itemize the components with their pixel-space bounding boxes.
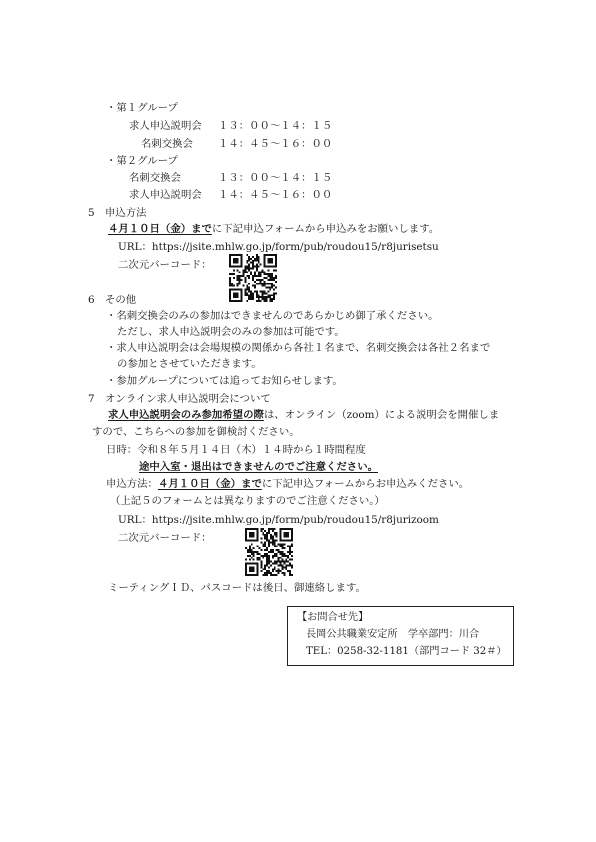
section5-deadline-rest: に下記申込フォームから申込みをお願いします。 (211, 223, 440, 235)
group1-row2-time: １４：４５〜１６：００ (218, 138, 333, 150)
section7-meeting-note: ミーティングＩＤ、パスコードは後日、御連絡します。 (108, 582, 366, 594)
section5-heading: 5 申込方法 (88, 207, 147, 219)
contact-office: 長岡公共職業安定所 学卒部門：川合 (306, 629, 480, 640)
group2-row1-time: １３：００〜１４：１５ (218, 172, 333, 184)
section6-line2: ただし、求人申込説明会のみの参加は可能です。 (117, 326, 345, 338)
section7-lead (108, 408, 499, 422)
group1-row2-name: 名刺交換会 (141, 138, 193, 150)
section7-notice: 途中入室・退出はできませんのでご注意ください。 (139, 461, 378, 473)
group1-label: ・第１グループ (106, 102, 178, 114)
section7-apply-line (106, 477, 469, 491)
section7-url[interactable]: URL：https://jsite.mhlw.go.jp/form/pub/roudou15/r8jurizoom (118, 514, 439, 526)
group2-row1-name: 名刺交換会 (129, 172, 181, 184)
contact-title: 【お問合せ先】 (297, 612, 369, 623)
section7-lead-line2: すので、こちらへの参加を御検討ください。 (92, 426, 300, 438)
section6-heading: 6 その他 (88, 294, 137, 306)
section5-url[interactable]: URL：https://jsite.mhlw.go.jp/form/pub/roudou15/r8jurisetsu (118, 241, 439, 253)
section6-line3: ・求人申込説明会は会場規模の関係から各社１名まで、名刺交換会は各社２名まで (106, 342, 491, 354)
section6-line4: の参加とさせていただきます。 (117, 358, 262, 370)
section6-line5: ・参加グループについては追ってお知らせします。 (106, 375, 343, 387)
section7-datetime: 日時：令和８年５月１４日（木）１４時から１時間程度 (106, 444, 366, 456)
contact-tel: TEL：0258-32-1181（部門コード 32＃） (306, 646, 507, 657)
group2-label: ・第２グループ (106, 155, 178, 167)
qr-code-icon[interactable] (245, 528, 293, 576)
section7-apply-rest: に下記申込フォームからお申込みください。 (261, 478, 470, 490)
group2-row2-time: １４：４５〜１６：００ (218, 189, 333, 201)
section7-apply-prefix: 申込方法： (106, 478, 158, 490)
group2-row2-name: 求人申込説明会 (129, 189, 202, 201)
section7-lead-bold: 求人申込説明会のみ参加希望の際 (108, 409, 264, 421)
section7-heading: 7 オンライン求人申込説明会について (88, 393, 271, 405)
section5-qr-label: 二次元バーコード： (118, 259, 212, 271)
section7-apply-note: （上記５のフォームとは異なりますのでご注意ください。） (110, 495, 385, 507)
section7-lead-rest: は、オンライン（zoom）による説明会を開催しま (263, 409, 500, 421)
section7-apply-deadline: ４月１０日（金）まで (157, 478, 262, 490)
qr-code-icon[interactable] (229, 254, 277, 302)
group1-row1-name: 求人申込説明会 (129, 120, 202, 132)
section6-line1: ・名刺交換会のみの参加はできませんのであらかじめ御了承ください。 (106, 310, 439, 322)
group1-row1-time: １３：００〜１４：１５ (218, 120, 333, 132)
contact-box (287, 606, 514, 666)
section7-qr-label: 二次元バーコード： (118, 532, 212, 544)
section5-deadline-line (108, 222, 439, 236)
section5-deadline: ４月１０日（金）まで (108, 223, 212, 235)
